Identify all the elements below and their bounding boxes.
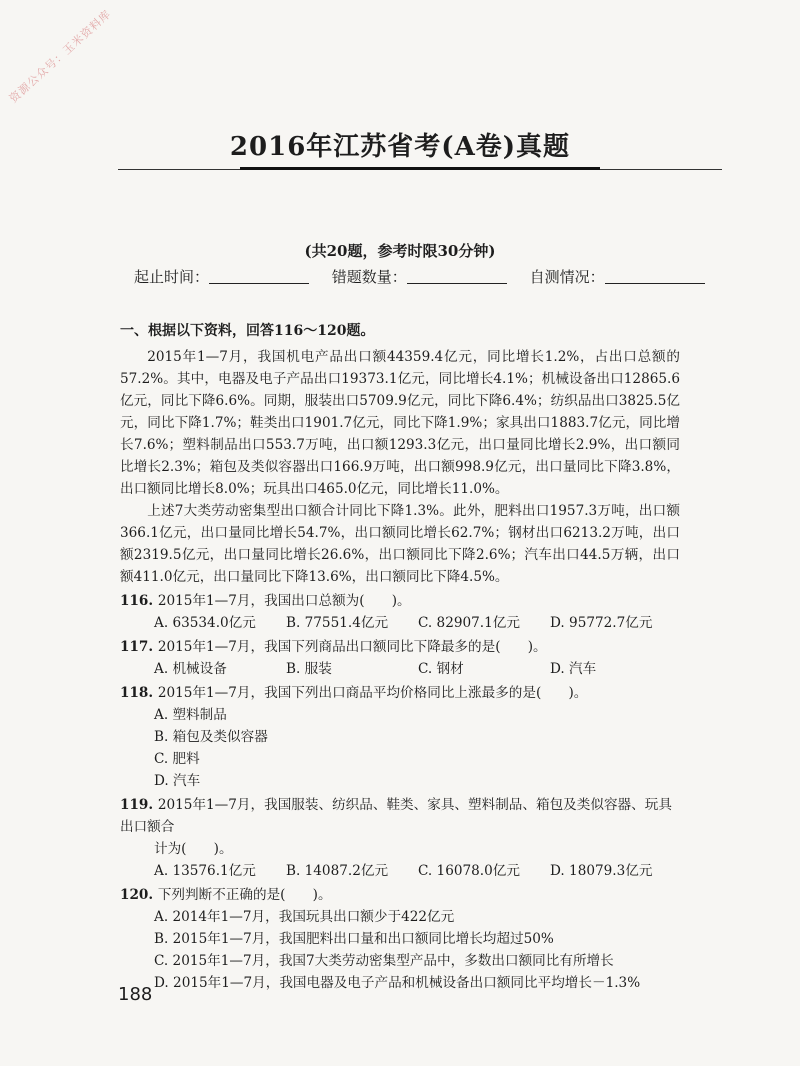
option-c: C. 16078.0亿元 — [418, 863, 520, 879]
material-paragraph: 2015年1—7月，我国机电产品出口额44359.4亿元，同比增长1.2%，占出口总额的57.2%。其中，电器及电子产品出口19373.1亿元，同比增长4.1%；机械设备出口12865.6亿元，同比下降6.6%。同期，服装出口5709.9亿元，同比下降6.4%；纺织品出口3825.5亿元，同比下降1.7%；鞋类出口1901.7亿元，同比下降1.9%；家具出口1883.7亿元，同比增长7.6%；塑料制品出口553.7万吨，出口额1293.3亿元，出口量同比增长2.9%，出口额同比增长2.3%；箱包及类似容器出口166.9万吨，出口额998.9亿元，出口量同比下降3.8%，出口额同比增长8.0%；玩具出口465.0亿元，同比增长11.0%。 — [120, 349, 680, 497]
question-116 — [120, 590, 680, 634]
option-b: B. 箱包及类似容器 — [154, 729, 268, 745]
question-content — [120, 320, 680, 994]
option-c: C. 钢材 — [418, 661, 464, 677]
material-paragraph: 上述7大类劳动密集型出口额合计同比下降1.3%。此外，肥料出口1957.3万吨，出口额366.1亿元，出口量同比增长54.7%，出口额同比增长62.7%；钢材出口6213.2万吨，出口额2319.5亿元，出口量同比增长26.6%，出口额同比下降2.6%；汽车出口44.5万辆，出口额411.0亿元，出口量同比下降13.6%，出口额同比下降4.5%。 — [120, 503, 680, 585]
watermark: 资源公众号：玉米资料库 — [6, 7, 114, 106]
exam-subtitle: (共20题，参考时限30分钟) — [304, 242, 496, 260]
option-a: A. 机械设备 — [154, 661, 227, 677]
option-b: B. 77551.4亿元 — [286, 615, 389, 631]
option-c: C. 肥料 — [154, 751, 200, 767]
error-count-label: 错题数量： — [331, 268, 407, 286]
question-stem: 2015年1—7月，我国服装、纺织品、鞋类、家具、塑料制品、箱包及类似容器、玩具出口额合 — [120, 797, 672, 835]
self-assessment-label: 自测情况： — [529, 268, 605, 286]
self-record-fields — [134, 266, 723, 287]
question-stem-continued: 计为( )。 — [154, 841, 233, 857]
question-118 — [120, 682, 680, 792]
question-120 — [120, 884, 680, 994]
error-count-blank — [407, 269, 507, 284]
option-a: A. 63534.0亿元 — [154, 615, 256, 631]
start-end-time-field — [134, 266, 309, 287]
section-heading: 一、根据以下资料，回答116～120题。 — [120, 323, 375, 339]
question-stem: 下列判断不正确的是( )。 — [157, 887, 332, 903]
question-number: 117. — [120, 639, 154, 655]
option-b: B. 服装 — [286, 661, 332, 677]
question-number: 120. — [120, 887, 154, 903]
option-d: D. 18079.3亿元 — [550, 863, 653, 879]
page-number: 188 — [118, 984, 153, 1005]
title-divider-bold — [240, 167, 600, 170]
option-b: B. 2015年1—7月，我国肥料出口量和出口额同比增长均超过50% — [154, 931, 554, 947]
self-assessment-field — [530, 266, 705, 287]
option-c: C. 2015年1—7月，我国7大类劳动密集型产品中，多数出口额同比有所增长 — [154, 953, 614, 969]
option-c: C. 82907.1亿元 — [418, 615, 520, 631]
start-end-time-blank — [209, 269, 309, 284]
option-a: A. 13576.1亿元 — [154, 863, 256, 879]
question-stem: 2015年1—7月，我国出口总额为( )。 — [157, 593, 411, 609]
question-number: 116. — [120, 593, 154, 609]
question-stem: 2015年1—7月，我国下列出口商品平均价格同比上涨最多的是( )。 — [157, 685, 588, 701]
option-b: B. 14087.2亿元 — [286, 863, 389, 879]
start-end-time-label: 起止时间： — [134, 268, 210, 286]
option-d: D. 汽车 — [154, 773, 201, 789]
option-d: D. 汽车 — [550, 661, 597, 677]
question-number: 118. — [120, 685, 154, 701]
option-d: D. 95772.7亿元 — [550, 615, 653, 631]
question-stem: 2015年1—7月，我国下列商品出口额同比下降最多的是( )。 — [157, 639, 547, 655]
option-a: A. 塑料制品 — [154, 707, 227, 723]
question-number: 119. — [120, 797, 154, 813]
option-d: D. 2015年1—7月，我国电器及电子产品和机械设备出口额同比平均增长－1.3% — [154, 975, 641, 991]
error-count-field — [332, 266, 507, 287]
question-119 — [120, 794, 680, 882]
option-a: A. 2014年1—7月，我国玩具出口额少于422亿元 — [154, 909, 455, 925]
question-117 — [120, 636, 680, 680]
self-assessment-blank — [605, 269, 705, 284]
page-title: 2016年江苏省考(A卷)真题 — [229, 132, 571, 162]
